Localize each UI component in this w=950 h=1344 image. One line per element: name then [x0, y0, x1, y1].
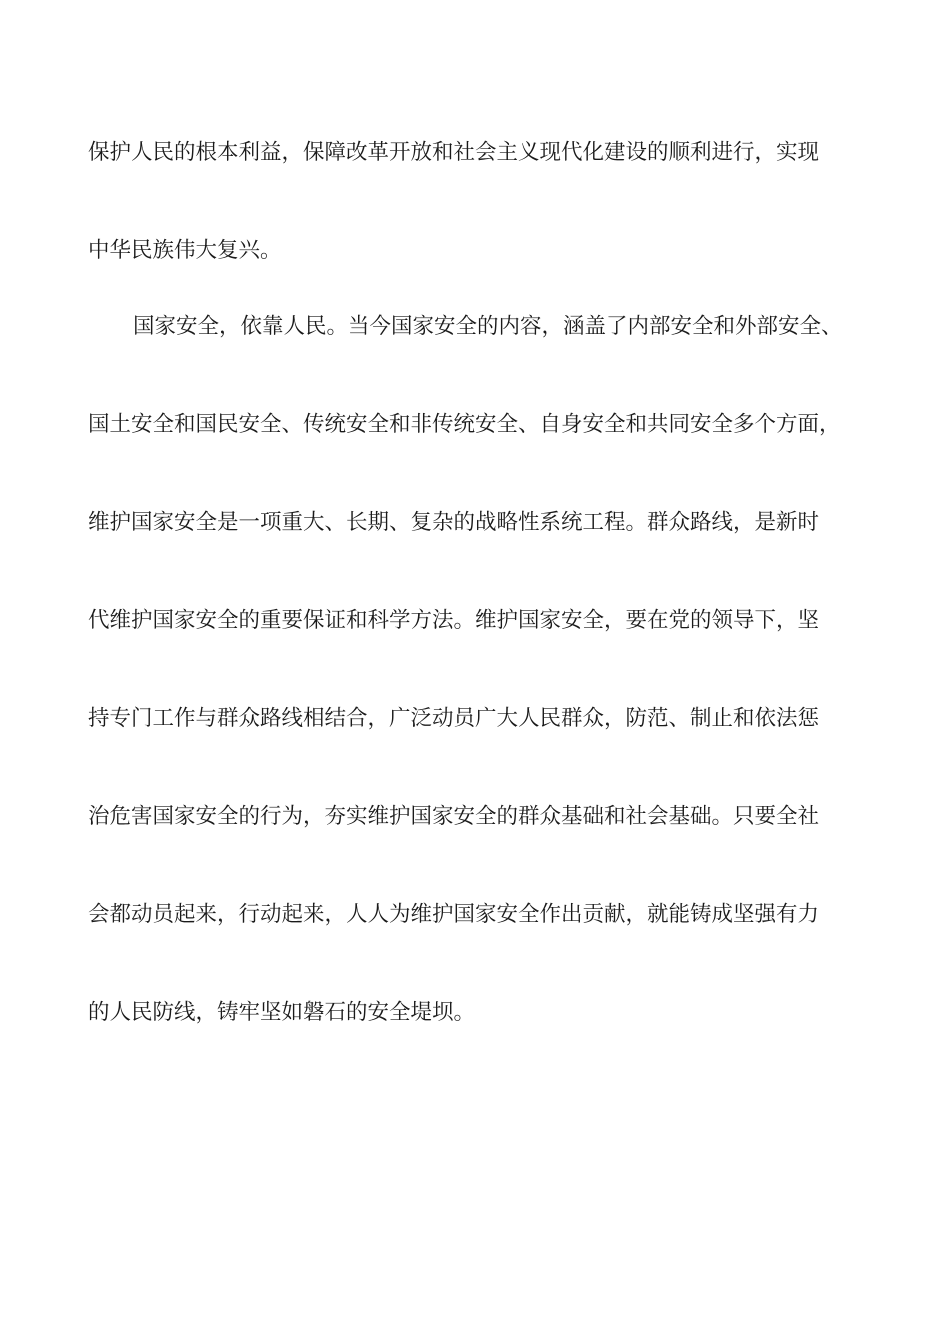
paragraph-2-line-3: 维护国家安全是一项重大、长期、复杂的战略性系统工程。群众路线，是新时 — [88, 510, 820, 535]
paragraph-2-line-4: 代维护国家安全的重要保证和科学方法。维护国家安全，要在党的领导下，坚 — [88, 608, 820, 633]
paragraph-1-line-2: 中华民族伟大复兴。 — [88, 238, 282, 263]
paragraph-2-line-7: 会都动员起来，行动起来，人人为维护国家安全作出贡献，就能铸成坚强有力 — [88, 902, 820, 927]
paragraph-2-line-2: 国土安全和国民安全、传统安全和非传统安全、自身安全和共同安全多个方面， — [88, 412, 841, 437]
paragraph-2-line-6: 治危害国家安全的行为，夯实维护国家安全的群众基础和社会基础。只要全社 — [88, 804, 820, 829]
paragraph-2-line-1: 国家安全，依靠人民。当今国家安全的内容，涵盖了内部安全和外部安全、 — [133, 314, 843, 339]
paragraph-2-line-5: 持专门工作与群众路线相结合，广泛动员广大人民群众，防范、制止和依法惩 — [88, 706, 820, 731]
paragraph-1-line-1: 保护人民的根本利益，保障改革开放和社会主义现代化建设的顺利进行，实现 — [88, 140, 820, 165]
paragraph-2-line-8: 的人民防线，铸牢坚如磐石的安全堤坝。 — [88, 1000, 476, 1025]
